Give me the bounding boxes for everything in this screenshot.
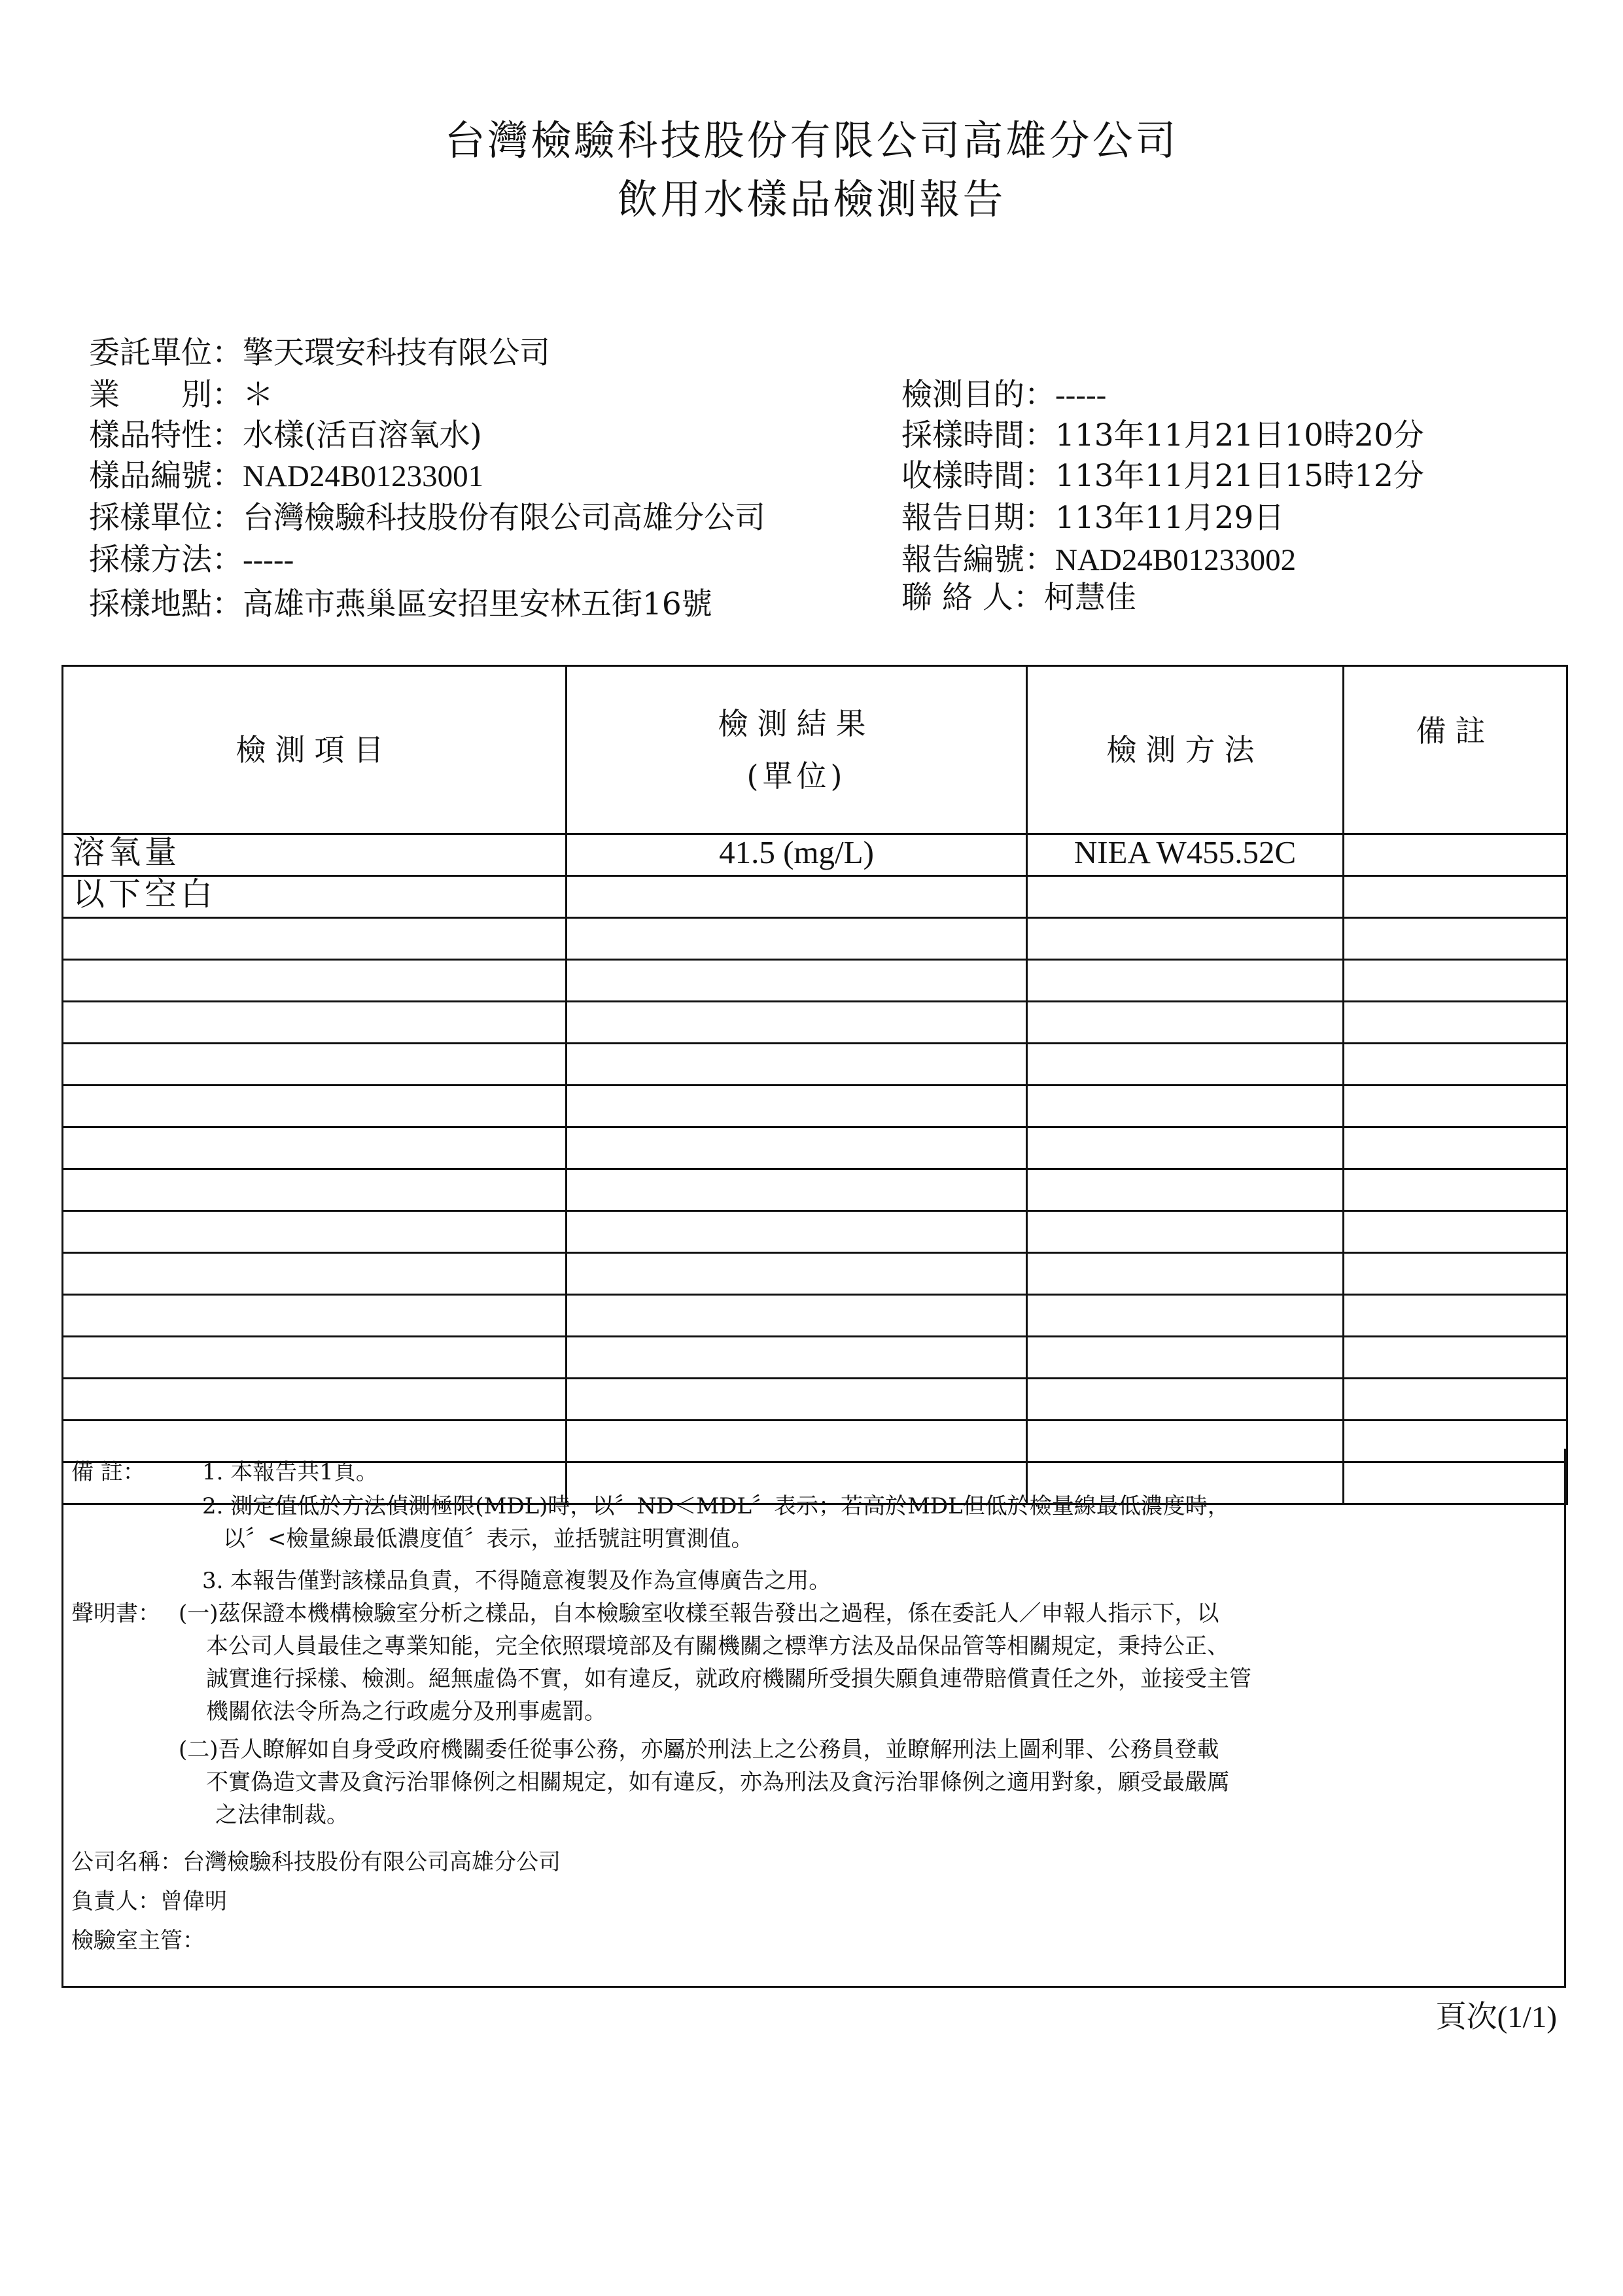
info-value: 柯慧佳	[1043, 580, 1136, 616]
info-label: 採樣單位：	[89, 500, 243, 536]
statement-line: 本公司人員最佳之專業知能，完全依照環境部及有關機關之標準方法及品保品管等相關規定，秉持公正、	[206, 1633, 1229, 1659]
responsible-line: 負責人：曾偉明	[71, 1888, 227, 1915]
cell-result	[567, 1044, 1027, 1086]
statement-line: (二)吾人瞭解如自身受政府機關委任從事公務，亦屬於刑法上之公務員，並瞭解刑法上圖利罪、公務員登載	[179, 1737, 1219, 1763]
cell-remark	[1344, 1295, 1567, 1337]
info-label: 檢測目的：	[901, 377, 1055, 413]
company-name-line: 公司名稱：台灣檢驗科技股份有限公司高雄分公司	[71, 1849, 561, 1875]
info-label: 採樣地點：	[89, 586, 243, 622]
cell-item	[63, 1002, 567, 1044]
cell-item	[63, 1379, 567, 1421]
cell-remark	[1344, 1379, 1567, 1421]
info-value: 擎天環安科技有限公司	[243, 335, 550, 371]
cell-remark	[1344, 918, 1567, 960]
cell-remark	[1344, 1169, 1567, 1211]
info-report-date	[901, 493, 1284, 537]
info-value: NAD24B01233001	[243, 459, 484, 493]
info-value: NAD24B01233002	[1055, 543, 1297, 577]
cell-method	[1027, 1295, 1344, 1337]
header-remark: 備註	[1344, 666, 1567, 834]
info-value: 高雄市燕巢區安招里安林五街16號	[243, 586, 712, 622]
cell-item	[63, 1253, 567, 1295]
remark-line: 2. 測定值低於方法偵測極限(MDL)時，以〞ND＜MDL〞表示；若高於MDL但低於檢量線最低濃度時，	[202, 1493, 1230, 1519]
header-result	[567, 666, 1027, 834]
statement-line: 誠實進行採樣、檢測。絕無虛偽不實，如有違反，就政府機關所受損失願負連帶賠償責任之外，並接受主管	[206, 1666, 1251, 1692]
cell-remark	[1344, 1253, 1567, 1295]
cell-method	[1027, 1127, 1344, 1169]
info-value: 113年11月21日10時20分	[1055, 417, 1424, 453]
cell-result	[567, 1127, 1027, 1169]
table-row	[63, 1127, 1567, 1169]
info-label: 聯 絡 人：	[901, 580, 1044, 616]
info-industry	[89, 370, 273, 414]
cell-method	[1027, 960, 1344, 1002]
cell-remark	[1344, 1127, 1567, 1169]
info-purpose	[901, 370, 1106, 414]
cell-method	[1027, 1169, 1344, 1211]
table-header-row	[63, 666, 1567, 834]
info-label: 採樣時間：	[901, 417, 1055, 453]
cell-result	[567, 876, 1027, 918]
statement-line: (一)茲保證本機構檢驗室分析之樣品，自本檢驗室收樣至報告發出之過程，係在委託人／申報人指示下，以	[179, 1600, 1219, 1627]
cell-remark	[1344, 834, 1567, 876]
header-result-line2: (單位)	[746, 758, 846, 794]
cell-method	[1027, 1253, 1344, 1295]
cell-item	[63, 1337, 567, 1379]
info-received-time	[901, 451, 1424, 495]
cell-result	[567, 918, 1027, 960]
info-sampling-location	[89, 580, 712, 624]
cell-result	[567, 1086, 1027, 1127]
cell-method	[1027, 918, 1344, 960]
info-value: ＊	[243, 377, 273, 413]
cell-item	[63, 1086, 567, 1127]
table-row	[63, 1044, 1567, 1086]
cell-item	[63, 960, 567, 1002]
cell-method	[1027, 1379, 1344, 1421]
table-row	[63, 1253, 1567, 1295]
cell-item	[63, 918, 567, 960]
info-contact	[901, 573, 1136, 617]
table-row	[63, 1295, 1567, 1337]
info-label: 採樣方法：	[89, 542, 243, 578]
info-value: -----	[243, 543, 294, 577]
lab-supervisor-line: 檢驗室主管：	[71, 1928, 205, 1954]
table-row	[63, 1169, 1567, 1211]
cell-item	[63, 1211, 567, 1253]
table-row	[63, 1002, 1567, 1044]
statement-label: 聲明書：	[71, 1600, 160, 1627]
table-row	[63, 876, 1567, 918]
cell-item	[63, 1169, 567, 1211]
info-value: 113年11月29日	[1055, 500, 1285, 536]
info-sampling-method	[89, 535, 294, 579]
info-value: 台灣檢驗科技股份有限公司高雄分公司	[243, 500, 765, 536]
cell-item: 以下空白	[63, 876, 567, 918]
cell-result	[567, 1253, 1027, 1295]
cell-method	[1027, 876, 1344, 918]
cell-method	[1027, 1211, 1344, 1253]
info-sample-number	[89, 451, 483, 495]
info-client	[89, 328, 550, 372]
page-number: 頁次(1/1)	[1435, 2000, 1557, 2034]
results-table	[61, 665, 1568, 1505]
cell-method	[1027, 1044, 1344, 1086]
cell-method	[1027, 1002, 1344, 1044]
info-label: 報告編號：	[901, 542, 1055, 578]
cell-remark	[1344, 1044, 1567, 1086]
table-row	[63, 1086, 1567, 1127]
cell-result	[567, 1211, 1027, 1253]
info-label: 樣品特性：	[89, 417, 243, 453]
cell-item: 溶氧量	[63, 834, 567, 876]
cell-remark	[1344, 876, 1567, 918]
statement-line: 之法律制裁。	[215, 1802, 349, 1828]
cell-result	[567, 960, 1027, 1002]
info-value: 水樣(活百溶氧水)	[243, 417, 482, 453]
remark-line: 1. 本報告共1頁。	[202, 1459, 378, 1485]
remark-line: 3. 本報告僅對該樣品負責，不得隨意複製及作為宣傳廣告之用。	[202, 1568, 831, 1594]
cell-remark	[1344, 1211, 1567, 1253]
table-row	[63, 1211, 1567, 1253]
info-label: 報告日期：	[901, 500, 1055, 536]
info-sample-type	[89, 411, 482, 455]
company-title: 台灣檢驗科技股份有限公司高雄分公司	[444, 116, 1179, 164]
cell-result: 41.5 (mg/L)	[567, 834, 1027, 876]
cell-item	[63, 1127, 567, 1169]
cell-result	[567, 1337, 1027, 1379]
info-label: 樣品編號：	[89, 458, 243, 494]
remark-line: 以〞<檢量線最低濃度值〞表示，並括號註明實測值。	[223, 1526, 754, 1552]
cell-result	[567, 1002, 1027, 1044]
remark-label: 備 註：	[71, 1459, 145, 1485]
header-method: 檢測方法	[1027, 666, 1344, 834]
cell-remark	[1344, 1086, 1567, 1127]
cell-result	[567, 1169, 1027, 1211]
info-value: 113年11月21日15時12分	[1055, 458, 1424, 494]
cell-remark	[1344, 960, 1567, 1002]
info-sampling-time	[901, 411, 1424, 455]
statement-line: 機關依法令所為之行政處分及刑事處罰。	[206, 1699, 606, 1725]
report-title: 飲用水樣品檢測報告	[617, 175, 1006, 223]
table-row	[63, 960, 1567, 1002]
statement-line: 不實偽造文書及貪污治罪條例之相關規定，如有違反，亦為刑法及貪污治罪條例之適用對象，願受最嚴厲	[206, 1769, 1229, 1795]
info-label: 收樣時間：	[901, 458, 1055, 494]
header-item: 檢測項目	[63, 666, 567, 834]
info-label: 委託單位：	[89, 335, 243, 371]
cell-result	[567, 1379, 1027, 1421]
cell-item	[63, 1295, 567, 1337]
cell-method	[1027, 1337, 1344, 1379]
table-row	[63, 1337, 1567, 1379]
table-row	[63, 918, 1567, 960]
cell-remark	[1344, 1002, 1567, 1044]
info-report-number	[901, 535, 1296, 579]
notes-section	[61, 1449, 1566, 1988]
header-result-line1: 檢測結果	[718, 706, 875, 741]
cell-item	[63, 1044, 567, 1086]
cell-method	[1027, 1086, 1344, 1127]
info-label: 業 別：	[89, 377, 243, 413]
info-sampling-unit	[89, 493, 765, 537]
cell-result	[567, 1295, 1027, 1337]
cell-method: NIEA W455.52C	[1027, 834, 1344, 876]
table-row	[63, 1379, 1567, 1421]
table-row	[63, 834, 1567, 876]
cell-remark	[1344, 1337, 1567, 1379]
info-value: -----	[1055, 378, 1107, 412]
